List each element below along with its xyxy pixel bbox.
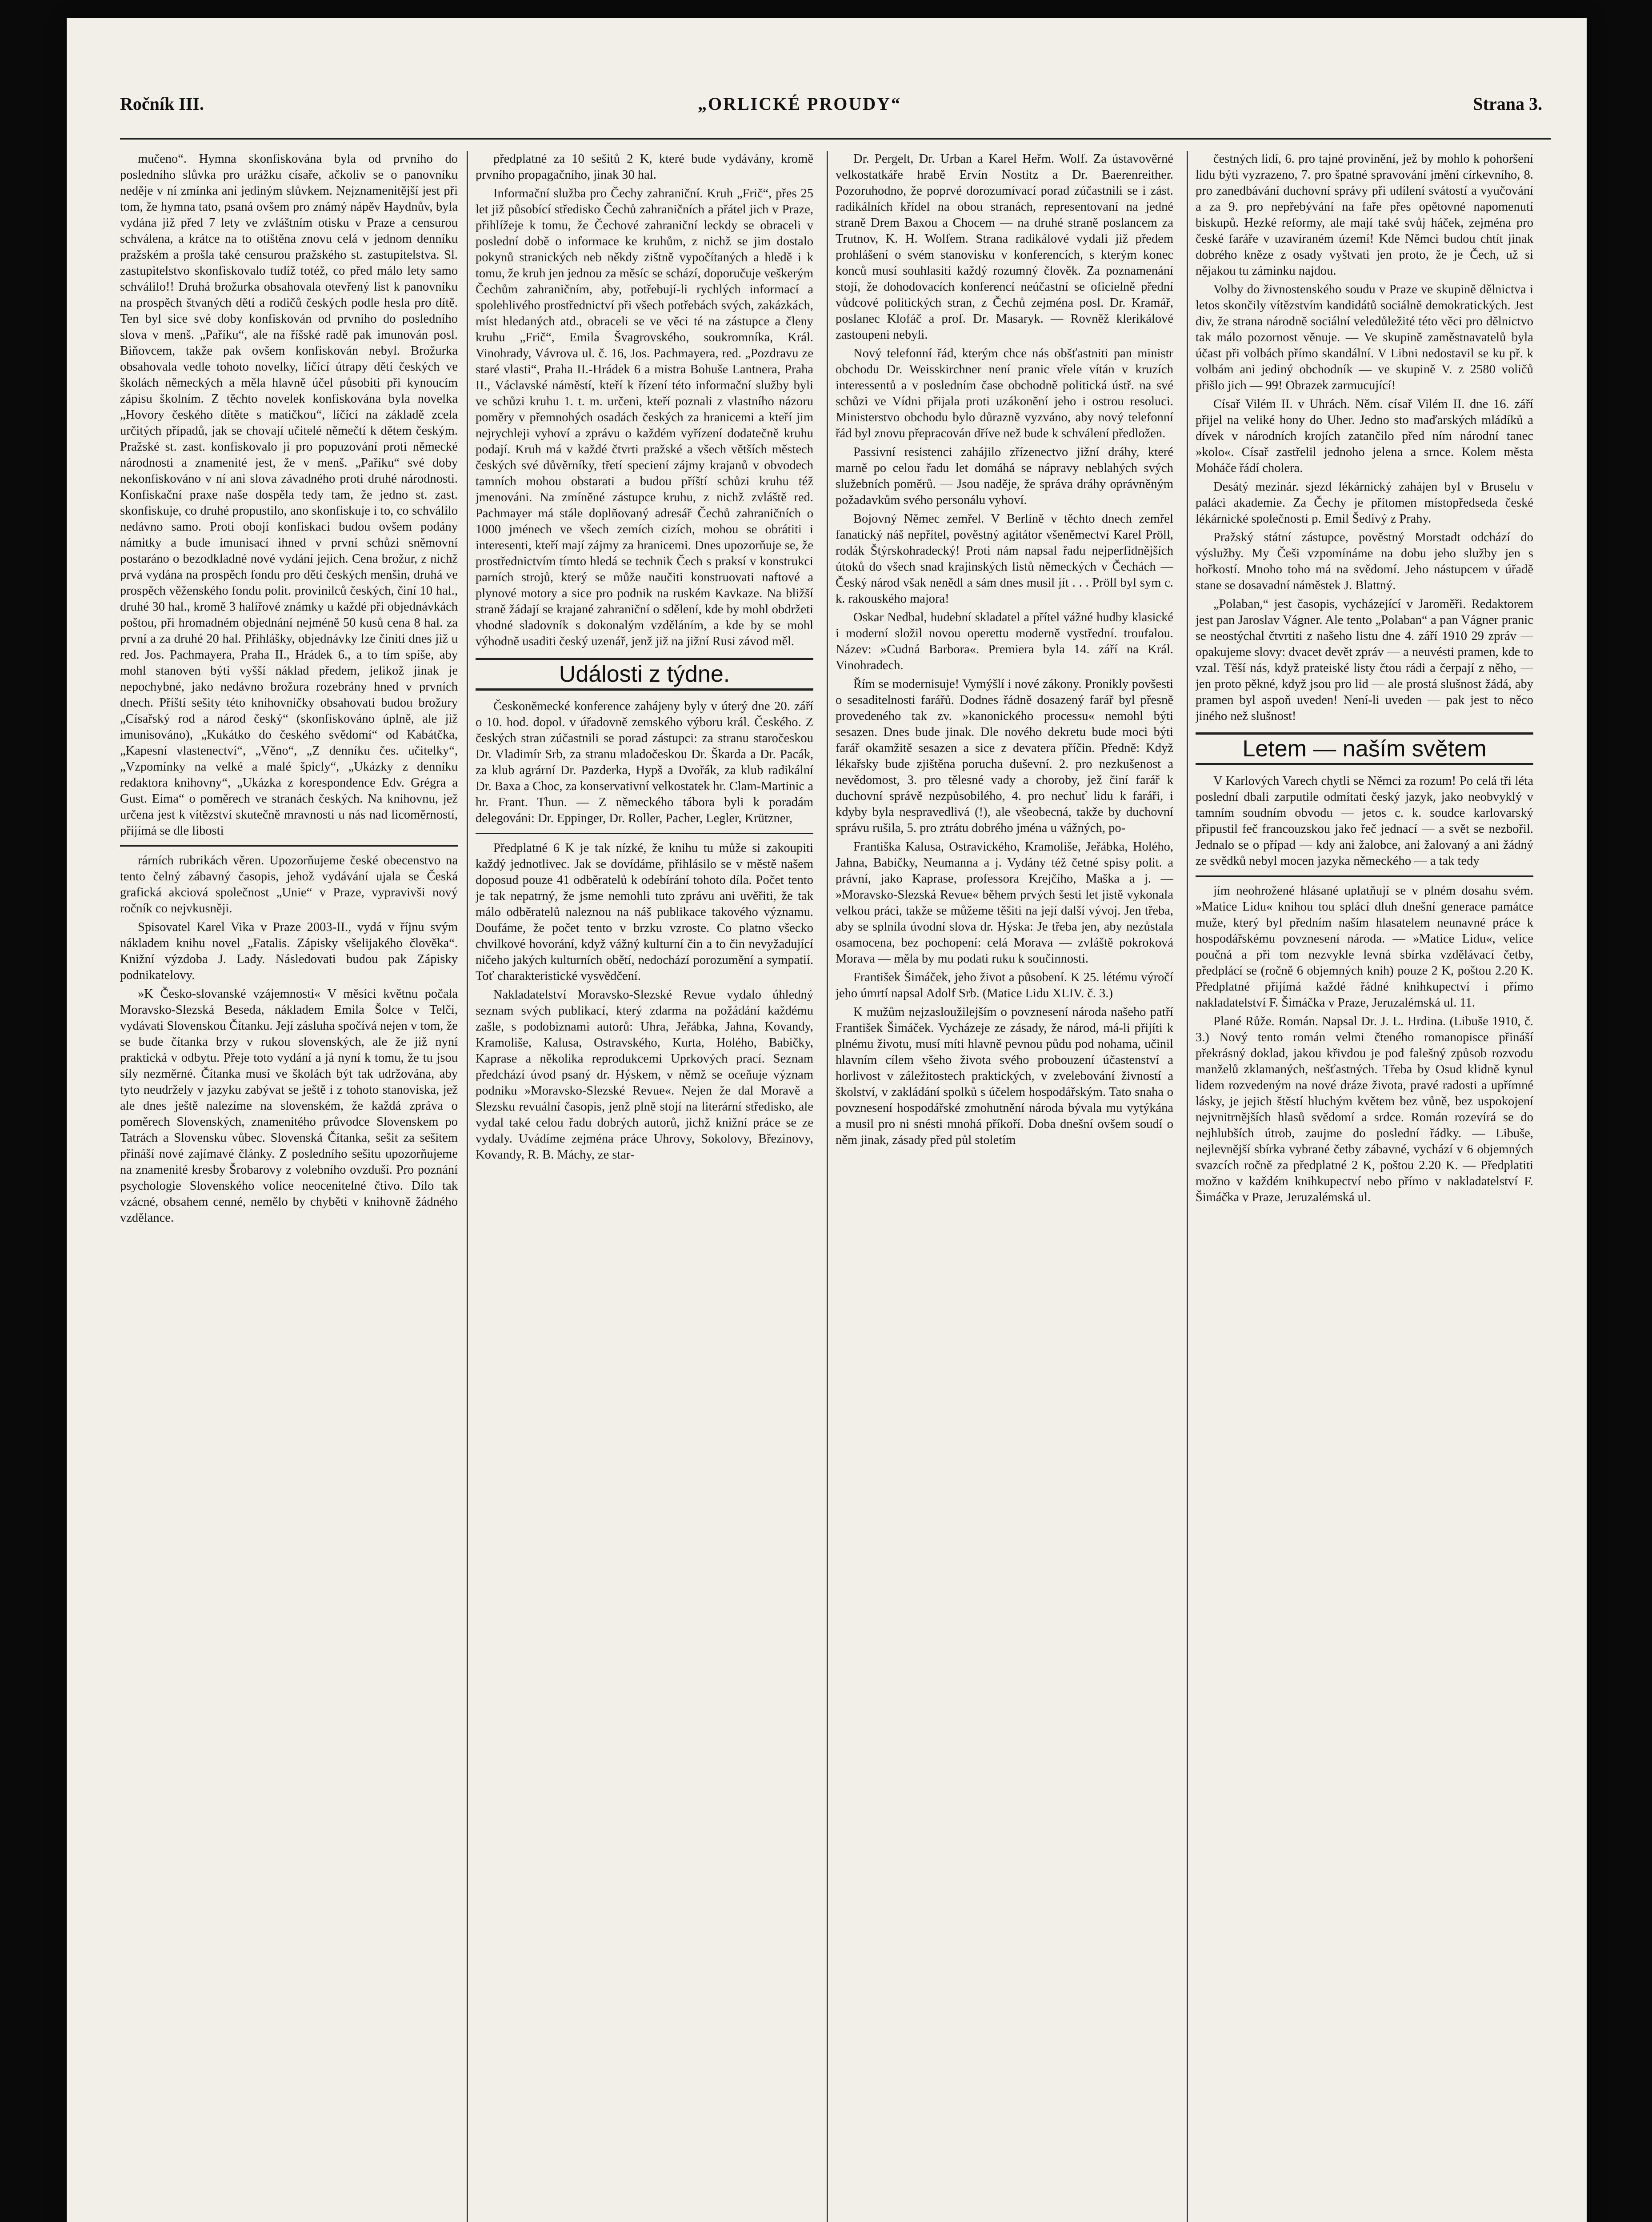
article-paragraph: rárních rubrikách věren. Upozorňujeme české obecenstvo na tento čelný zábavný časopis, jehož vydávání ujala se Česká grafická akciová společnost „Unie“ v Praze, vypravivši nový ročník co nejvkusněji. bbox=[120, 854, 458, 915]
article-paragraph: Passivní resistenci zahájilo zřízenectvo jižní dráhy, které marně po celou řadu let domáhá se nápravy neblahých svých služebních poměrů. — Jsou naděje, že správa dráhy oprávněným požadavkům svého personálu vyhoví. bbox=[836, 445, 1173, 507]
newspaper-page bbox=[67, 18, 1587, 2222]
article-paragraph: Bojovný Němec zemřel. V Berlíně v těchto dnech zemřel fanatický náš nepřítel, pověstný agitátor všeněmectví Karel Pröll, rodák Štýrskohradecký! Proti nám napsal řadu nejperfidnějších útoků do všech snad krajinských listů německých v Čechách — Český národ však nenědl a sám dnes musil jít . . . Pröll byl sym c. k. rakouského majora! bbox=[836, 512, 1173, 606]
article-paragraph: Volby do živnostenského soudu v Praze ve skupině dělnictva i letos skončily vítězstvím kandidátů sociálně demokratických. Jest div, že strana národně sociální veledůležité této věci pro dělnictvo tak málo pozornost věnuje. — Ve skupině zaměstnavatelů byla účast při volbách přímo skandální. V Libni nedostavil se ku př. k volbám ani jediný obchodník — ve skupině V. z 2580 voličů přišlo jich — 99! Obrazek zarmucující! bbox=[1196, 283, 1533, 392]
article-paragraph: »K Česko-slovanské vzájemnosti« V měsíci květnu počala Moravsko-Slezská Beseda, nákladem Emila Šolce v Telči, vydávati Slovenskou Čítanku. Její zásluha spočívá nejen v tom, že se bude čítanka brzy v rukou slovenských, ale že již nyní praktická v odbytu. Přeje toto vydání a já nyní k tomu, že tu jsou síly nezměrné. Čítanka musí ve školách být tak udržována, aby tyto neudržely v jazyku zabývat se ještě i z tohoto stanoviska, jež ale dnes ještě nalezíme na slovenském, že každá zpráva o poměrech Slovenských, znamenitého průvodce Slovenskem po Tatrách a Slovensku vůbec. Slovenská Čítanka, sešit za sešitem přináší nové zajímavé články. Z posledního sešitu upozorňujeme na znamenité kresby Šrobarovy z volebního ovzduší. Pro poznání psychologie Slovenského volice neocenitelné čtivo. Dílo tak vzácné, obsahem cenné, nemělo by chyběti v knihovně žádného vzdělance. bbox=[120, 987, 458, 1225]
article-paragraph: Plané Růže. Román. Napsal Dr. J. L. Hrdina. (Libuše 1910, č. 3.) Nový tento román velmi čteného romanopisce přináší překrásný doklad, jakou křivdou je pod falešný způsob rozvodu manželů zklamaných, nešťastných. Třeba by Osud klidně kynul lidem rozvedeným na nové dráze života, pravé radosti a upřímné lásky, je jejich štěstí hluchým květem bez vůně, bez uspokojení nejvnitrnějších hlasů svědomí a srdce. Román rozevírá se do nejhlubších útrob, zaujme do poslední řádky. — Libuše, nejlevnější sbírka vybrané četby zábavné, vychází v 6 objemných svazcích ročně za předplatné 2 K, poštou 2.20 K. — Předplatiti možno v každém knihkupectví nebo přímo v nakladatelství F. Šimáčka v Praze, Jeruzalémská ul. bbox=[1196, 1015, 1533, 1204]
article-paragraph: K mužům nejzasloužilejším o povznesení národa našeho patří František Šimáček. Vycházeje ze zásady, že národ, má-li přijíti k plnému životu, musí míti hlavně pevnou půdu pod nohama, učinil hlavním cílem všeho života svého probouzení účastenství a horlivost v záležitostech praktických, v zvelebování živností a školství, v zakládání spolků s účelem hospodářským. Tato snaha o povznesení hospodářské zmohutnění národa bývala mu vytýkána a musil pro ni snésti mnohá příkoří. Doba dnešní ovšem soudí o něm jinak, zásady před půl stoletím bbox=[836, 1005, 1173, 1147]
article-paragraph: V Karlových Varech chytli se Němci za rozum! Po celá tři léta poslední dbali zarputile odmítati český jazyk, jako neobvyklý v tamním soudním obvodu — jetos c. k. soudce karlovarský připustil feč francouzskou jako řeč jednací — a svět se nezbořil. Jednalo se o případ — kdy ani žalobce, ani žalovaný a ani žádný ze svědků nebyl mocen jazyka německého — a tak tedy bbox=[1196, 774, 1533, 868]
column-4 bbox=[1196, 151, 1533, 2222]
article-paragraph: čestných lidí, 6. pro tajné provinění, jež by mohlo k pohoršení lidu býti vyzrazeno, 7. pro špatné spravování jmění církevního, 8. pro zanedbávání duchovní správy při udílení svátostí a vyučování a za 9. pro nepřebývání na faře přes opětovné napomenutí biskupů. Hezké reformy, ale mají také svůj háček, zejména pro české faráře v uzavíraném území! Kde Němci budou chtít jinak dobrého kněze z osady vyštvati jen proto, že je Čech, už si nějakou tu záminku najdou. bbox=[1196, 152, 1533, 278]
section-heading: Letem — naším světem bbox=[1196, 732, 1533, 765]
article-paragraph: Řím se modernisuje! Vymýšlí i nové zákony. Pronikly povšesti o sesaditelnosti farářů. Dodnes řádně dosazený farář byl přesně provedeného tak zv. »kanonického processu« nemohl býti sesazen. Dnes bude jinak. Dle nového dekretu bude moci býti farář okamžitě sesazen a sice z devatera příčin. Předně: Když lékařsky bude zjištěna porucha duševní. 2. pro nezkušenost a nevědomost, 3. pro tělesné vady a choroby, jež činí farář k duchovní správě nezpůsobilého, 4. pro nechuť lidu k faráři, i kdyby byla nespravedlivá (!), ale všeobecná, takže by duchovní správu rušila, 5. pro ztrátu dobrého jména u vážných, po- bbox=[836, 677, 1173, 835]
article-paragraph: Spisovatel Karel Vika v Praze 2003-II., vydá v říjnu svým nákladem knihu novel „Fatalis. Zápisky všelijakého člověka“. Knižní výzdoba J. Lady. Následovati budou pak Zápisky podnikatelovy. bbox=[120, 920, 458, 982]
article-paragraph: Pražský státní zástupce, pověstný Morstadt odchází do výslužby. My Češi vzpomínáme na dobu jeho služby jen s hořkostí. Mnoho toho má na svědomí. Jeho nástupcem v úřadě stane se dosavadní náměstek J. Blattný. bbox=[1196, 531, 1533, 592]
column-divider bbox=[1187, 151, 1188, 2222]
article-paragraph: „Polaban,“ jest časopis, vycházející v Jaroměři. Redaktorem jest pan Jaroslav Vágner. Ale tento „Polaban“ a pan Vágner pranic se neostýchal čtvrtiti z našeho listu dne 4. září 1910 29 zpráv — opakujeme slovy: dvacet devět zpráv — a neuvésti pramen, kde to vzal. Těší nás, když prateiské listy čtou rádi a čerpají z něho, — jen proto pěkné, když jsou pro lid — ale prostá slušnost žádá, aby pramen byl aspoň uveden! Není-li uveden — pak jest to něco jiného než slušnost! bbox=[1196, 597, 1533, 723]
column-divider bbox=[467, 151, 468, 2222]
section-heading: Události z týdne. bbox=[476, 658, 813, 691]
paper-title: „ORLICKÉ PROUDY“ bbox=[698, 94, 902, 114]
article-divider bbox=[1196, 875, 1533, 877]
header-rule bbox=[120, 138, 1551, 140]
article-paragraph: Desátý mezinár. sjezd lékárnický zahájen byl v Bruselu v paláci akademie. Za Čechy je přítomen místopředseda české lékárnické společnosti p. Emil Šedivý z Prahy. bbox=[1196, 480, 1533, 526]
article-paragraph: Oskar Nedbal, hudební skladatel a přítel vážné hudby klasické i moderní složil novou operettu moderně vystřední. troufalou. Název: »Cudná Barbora«. Premiera byla 14. září na Král. Vinohradech. bbox=[836, 611, 1173, 672]
article-paragraph: předplatné za 10 sešitů 2 K, které bude vydávány, kromě prvního propagačního, jinak 30 hal. bbox=[476, 152, 813, 182]
article-divider bbox=[120, 845, 458, 847]
article-paragraph: František Šimáček, jeho život a působení. K 25. létému výročí jeho úmrtí napsal Adolf Srb. (Matice Lidu XLIV. č. 3.) bbox=[836, 971, 1173, 1000]
article-divider bbox=[476, 833, 813, 834]
article-paragraph: Českoněmecké konference zahájeny byly v úterý dne 20. září o 10. hod. dopol. v úřadovně zemského výboru král. Českého. Z českých stran zúčastnili se porad zástupci: za stranu staročeskou Dr. Vladimír Srb, za stranu mladočeskou Dr. Škarda a Dr. Pacák, za klub agrární Dr. Pazderka, Hypš a Dvořák, za klub radikální Dr. Baxa a Choc, za konservativní velkostatek hr. Clam-Martinic a hr. Frant. Thun. — Z německého tábora byli k poradám delegováni: Dr. Eppinger, Dr. Roller, Pacher, Legler, Krützner, bbox=[476, 699, 813, 825]
article-paragraph: Františka Kalusa, Ostravického, Kramoliše, Jeřábka, Holého, Jahna, Babičky, Neumanna a j. Vydány též četné spisy polit. a právní, jako Kaprase, professora Krejčího, Maška a j. — »Moravsko-Slezská Revue« během prvých šesti let jistě vykonala velkou práci, takže se můžeme těšiti na její další vývoj. Jen třeba, aby se splnila úvodní slova dr. Hýska: Je třeba jen, aby nezůstala osamocena, bez pochopení: celá Morava — zvláště pokroková Morava — měla by mu podati ruku k součinnosti. bbox=[836, 840, 1173, 966]
article-paragraph: Císař Vilém II. v Uhrách. Něm. císař Vilém II. dne 16. září přijel na veliké hony do Uher. Jedno sto maďarských mládíků a dívek v národních krojích zatančilo před ním národní tanec »kolo«. Císař zastřelil jednoho jelena a srnce. Kolem města Moháče řádí cholera. bbox=[1196, 397, 1533, 475]
article-paragraph: mučeno“. Hymna skonfiskována byla od prvního do posledního slůvka pro urážku císaře, ačkoliv se o panovníku neděje v ní zmínka ani jediným slůvkem. Nejznamenitější jest při tom, že hymna tato, psaná ovšem pro známý nápěv Haydnův, byla vydána již před 7 lety ve zvláštním otisku v Praze a censurou schválena, a krátce na to otištěna znovu celá v jednom denníku pražském a prošla také censurou pražského st. zastupitelstva. Sl. zastupitelstvo skonfiskovalo tudíž totéž, co před málo lety samo schválilo!! Druhá brožurka obsahovala otevřený list k panovníku na prospěch štvaných dětí a rodičů českých podle hesla pro dítě. Ten byl sice své doby konfiskován od prvního do posledního slova v menš. „Paříku“, ale na říšské radě pak imunován posl. Biňovcem, takže pak ovšem konfiskován nebyl. Brožurka obsahovala vedle tohoto novelky, líčící útrapy dětí českých ve školách německých a měla hlavně účel působiti při kynoucím zápisu školním. Z těchto novelek konfiskována byla novelka „Hovory českého dítěte s matičkou“, líčící na základě zcela určitých případů, jak se chovají učitelé němečtí k dětem českým. Pražské st. zast. konfiskovalo ji pro popuzování proti německé národnosti a znamenité jest, že v menš. „Paříku“ své doby nekonfiskováno v ní ani slova závadného proti druhé národnosti. Konfiskační praxe naše dospěla tedy tam, že jedno st. zast. skonfiskuje, co druhé propustilo, ano skonfiskuje i to, co schválilo nedávno samo. Proti obojí konfiskaci budou ovšem podány námitky a bude imunisací ihned v první schůzi sněmovní postaráno o bezodkladné nové vydání jejich. Cena brožur, z nichž prvá vydána na prospěch fondu pro děti českých menšin, druhá ve prospěch věženského fondu polit. provinilců českých, činí 10 hal., druhé 30 hal., kromě 3 halířové známky u každé při objednávkách poštou, při hromadném objednání nejméně 50 kusů cena 8 hal. za první a za druhé 20 hal. Přihlášky, objednávky lze činiti dnes již u red. Jos. Pachmayera, Praha II., Hrádek 6., a to tím spíše, aby mohl stanoven býti vyšší náklad předem, jelikož jinak je nepochybné, jako nedávno brožura rozebrány hned v prvních dnech. Příští sešity této knihovničky obsahovati budou brožury „Císařský rod a národ český“ (skonfiskováno úplně, ale již imunisováno), „Kukátko do českého svědomí“ od Kabátčka, „Kapesní vlastenectví“, „Věno“, „Z denníku čes. učitelky“, „Vzpomínky na velké a malé špicly“, „Ukázky z denníku redaktora knihovny“, „Ukázka z korespondence Edv. Grégra a Gust. Eima“ o poměrech ve stranách českých. Na knihovnu, jež určena jest k vítězství skutečně mravnosti u nás nad licoměrností, přijímá se dle libosti bbox=[120, 152, 458, 838]
article-paragraph: Informační služba pro Čechy zahraniční. Kruh „Frič“, přes 25 let již působící středisko Čechů zahraničních a přátel jich v Praze, přihlížeje k tomu, že Čechové zahraniční leckdy se obraceli v poslední době o informace ke kruhům, z nichž se jim dostalo pokynů stranických neb někdy zištně vypočítaných a hledě i k tomu, že kruh jen jednou za měsíc se schází, doporučuje veškerým Čechům zahraničním, aby, potřebují-li rychlých informací a spolehlivého prostřednictví při všech potřebách svých, zakázkách, míst hledaných atd., obraceli se ve věci té na zástupce a členy kruhu „Frič“, Emila Švagrovského, soukromníka, Král. Vinohrady, Vávrova ul. č. 16, Jos. Pachmayera, red. „Pozdravu ze staré vlasti“, Praha II.-Hrádek 6 a mistra Bohuše Lantnera, Praha II., Václavské náměstí, kteří k řízení této informační služby byli ve schůzi kruhu 1. t. m. určeni, kteří poznali z vlastního názoru poměry v přemnohých osadách českých za hranicemi a kteří jim nejrychleji vyhoví a zprávu o každém vyřízení dodatečně kruhu podají. Kruh má v každé čtvrti pražské a všech větších městech českých své důvěrníky, třetí speciení zájmy krajanů v obvodech tamních mohou obstarati a budou příští schůzi kruhu též jmenováni. Na zmíněné zástupce kruhu, z nichž zvláště red. Pachmayer má stále doplňovaný adresář Čechů zahraničních o 1000 jménech ve všech zemích cizích, mohou se obrátiti i interesenti, kteří mají zájmy za hranicemi. Dnes upozorňuje se, že prostřednictvím tímto hledá se technik Čech s praksí v konstrukci parních strojů, který se může naučiti konstruovati naftové a plynové motory a sice pro podnik na ruském Kavkaze. Na bližší straně žádají se krajané zahraniční o sdělení, kde by mohl obdržeti vhodné sladovník s dokonalým vzděláním, a kde by se mohl výhodně usaditi český uzenář, jenž již na jižní Rusi závod měl. bbox=[476, 187, 813, 648]
article-paragraph: Nový telefonní řád, kterým chce nás obšťastniti pan ministr obchodu Dr. Weisskirchner není pranic vřele vítán v kruzích interessentů a v posledním čase obchodně politická ústř. na své schůzi ve Vídni přijala proti uzákonění jeho i ostrou resoluci. Ministerstvo obchodu bylo důrazně vyzváno, aby nový telefonní řád byl znovu přepracován dříve než bude k schválení předložen. bbox=[836, 347, 1173, 440]
article-paragraph: Dr. Pergelt, Dr. Urban a Karel Heřm. Wolf. Za ústavověrné velkostatkáře hrabě Ervín Nostitz a Dr. Baerenreither. Pozoruhodno, že poprvé dorozumívací porad zúčastnili se i zást. radikálních křídel na obou stranách, representovaní na jedné straně Drem Baxou a Chocem — na druhé straně poslancem za Trutnov, K. H. Wolfem. Strana radikálové vydali již předem prohlášení o svém stanovisku v konferencích, s kterým konec konců musí souhlasiti každý rozumný člověk. Za poznamenání stojí, že dohodovacích konferencí neúčastní se oficielně přední vůdcové politických stran, z Čechů zejména posl. Dr. Kramář, poslanec Klofáč a prof. Dr. Masaryk. — Rovněž klerikálové zastoupeni nebyli. bbox=[836, 152, 1173, 342]
article-paragraph: Předplatné 6 K je tak nízké, že knihu tu může si zakoupiti každý jednotlivec. Jak se dovídáme, přihlásilo se v městě našem doposud pouze 41 odběratelů k odebírání tohoto díla. Počet tento je tak nepatrný, že jsme nemohli tuto zprávu ani uvěřiti, že tak málo odběratelů naleznou na náš publikace takového významu. Doufáme, že počet tento v brzku vzroste. Co platno všecko chvilkové hovorání, když vážný kulturní čin a to čin nevyžadující ničeho jakých kulturních obětí, nedochází porozumění a sympatií. Toť charakteristické vysvědčení. bbox=[476, 841, 813, 983]
column-3 bbox=[836, 151, 1173, 2222]
page-number: Strana 3. bbox=[1473, 94, 1542, 114]
column-2 bbox=[476, 151, 813, 2222]
column-1 bbox=[120, 151, 458, 2222]
article-paragraph: Nakladatelství Moravsko-Slezské Revue vydalo úhledný seznam svých publikací, který zdarma na požádání každému zašle, s podobiznami autorů: Uhra, Jeřábka, Jahna, Kovandy, Kramoliše, Kalusa, Ostravského, Kurta, Holého, Babičky, Kaprase a několika reprodukcemi Uprkových prací. Seznam předchází úvod psaný dr. Hýskem, v němž se oceňuje význam podniku »Moravsko-Slezské Revue«. Nejen že dal Moravě a Slezsku revuální časopis, jenž plně stojí na literární středisko, ale vydal také celou řadu dobrých autorů, jichž knižní práce se ze vydaly. Uvádíme zejména práce Uhrovy, Sokolovy, Březinovy, Kovandy, R. B. Máchy, ze star- bbox=[476, 988, 813, 1162]
page-header bbox=[120, 89, 1542, 120]
column-divider bbox=[827, 151, 828, 2222]
article-paragraph: jím neohrožené hlásané uplatňují se v plném dosahu svém. »Matice Lidu« knihou tou splácí dluh dnešní generace památce muže, který byl předním naším hlasatelem neunavné práce k hospodářskému povznesení národa. — »Matice Lidu«, velice poučná a při tom nezvykle levná sbírka vzdělávací četby, předplácí se (ročně 6 objemných knih) pouze 2 K, poštou 2.20 K. Předplatné přijímá každé řádné knihkupectví i přímo nakladatelství F. Šimáčka v Praze, Jeruzalémská ul. 11. bbox=[1196, 884, 1533, 1010]
volume-label: Ročník III. bbox=[120, 94, 204, 114]
